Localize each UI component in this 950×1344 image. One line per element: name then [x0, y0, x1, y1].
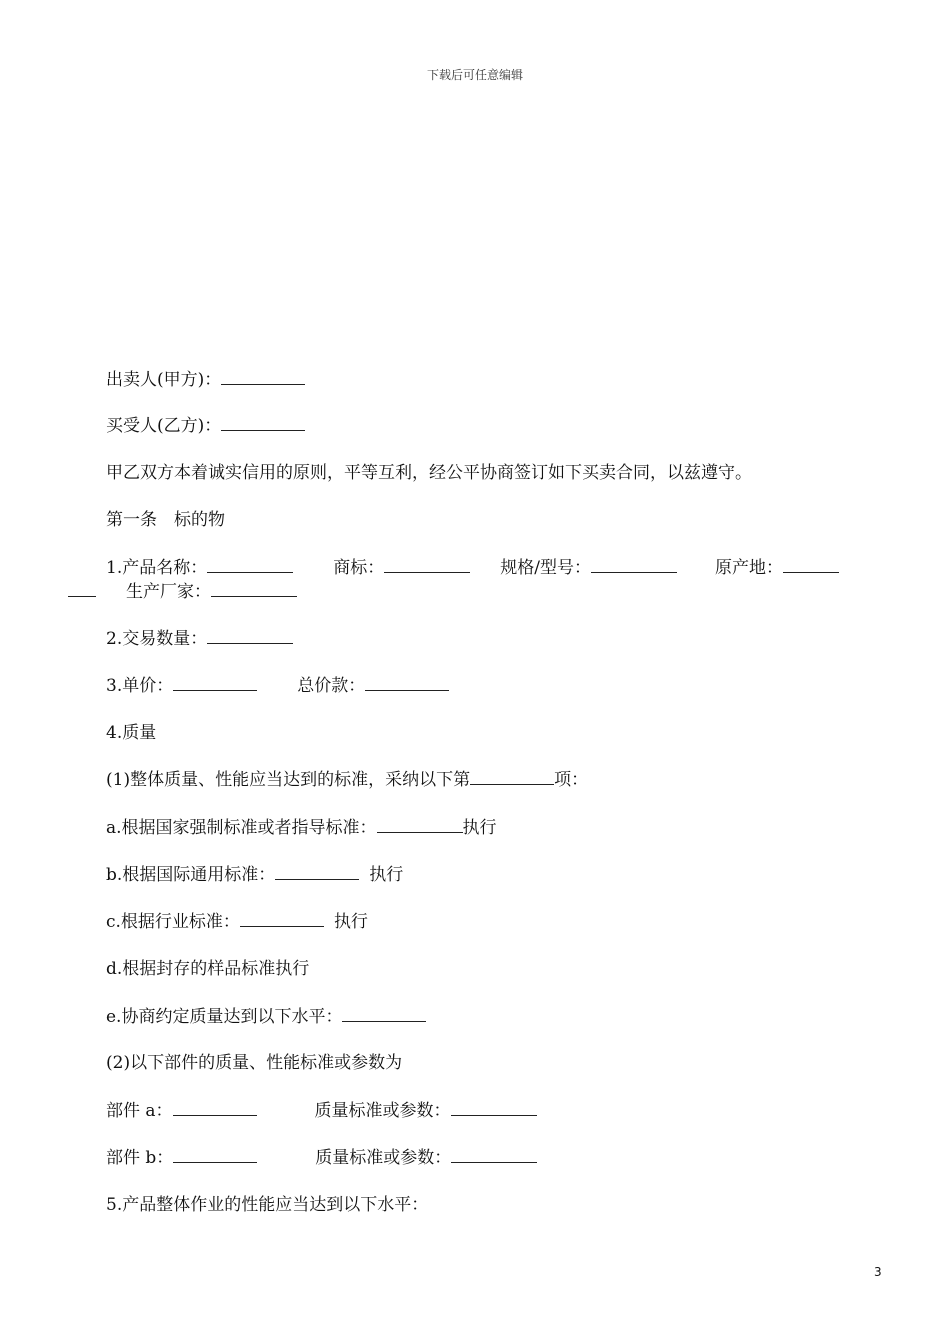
- quality-b-line: [106, 864, 403, 886]
- unit-price-blank[interactable]: [173, 675, 257, 691]
- quality-c-blank[interactable]: [240, 911, 324, 927]
- spec-blank[interactable]: [591, 557, 677, 573]
- origin-blank-continued[interactable]: [68, 581, 96, 597]
- quality-a-suffix: 执行: [462, 818, 497, 838]
- quality-e-text: e.协商约定质量达到以下水平：: [106, 1007, 343, 1027]
- quality-a-blank[interactable]: [377, 817, 463, 833]
- quality-b-suffix: 执行: [369, 865, 404, 885]
- part-a-line: [106, 1100, 537, 1122]
- origin-label: 原产地：: [714, 558, 783, 578]
- quality-d-line: d.根据封存的样品标准执行: [106, 959, 310, 979]
- manufacturer-blank[interactable]: [211, 581, 297, 597]
- seller-blank[interactable]: [221, 369, 305, 385]
- spec-label: 规格/型号：: [500, 558, 591, 578]
- article-1-heading: 第一条 标的物: [106, 510, 225, 530]
- part-a-std-blank[interactable]: [451, 1100, 537, 1116]
- quality-e-line: [106, 1006, 426, 1028]
- quality-1-suffix: 项：: [554, 770, 589, 790]
- buyer-blank[interactable]: [221, 415, 305, 431]
- trademark-label: 商标：: [333, 558, 385, 578]
- item-1-line-2: [68, 581, 297, 603]
- trademark-blank[interactable]: [384, 557, 470, 573]
- quality-c-text: c.根据行业标准：: [106, 912, 240, 932]
- part-b-line: [106, 1147, 537, 1169]
- total-blank[interactable]: [365, 675, 449, 691]
- quantity-label: 2.交易数量：: [106, 629, 208, 649]
- quality-b-text: b.根据国际通用标准：: [106, 865, 276, 885]
- item-2-line: [106, 628, 293, 650]
- quality-a-line: [106, 817, 497, 839]
- manufacturer-label: 生产厂家：: [126, 582, 211, 602]
- quality-1-line: [106, 769, 588, 791]
- item-3-line: [106, 675, 449, 697]
- quality-c-suffix: 执行: [333, 912, 368, 932]
- buyer-label: 买受人(乙方)：: [106, 416, 222, 436]
- part-a-blank[interactable]: [173, 1100, 257, 1116]
- quality-2-line: (2)以下部件的质量、性能标准或参数为: [106, 1053, 403, 1073]
- seller-label: 出卖人(甲方)：: [106, 370, 222, 390]
- total-label: 总价款：: [297, 676, 366, 696]
- part-a-std-label: 质量标准或参数：: [314, 1101, 451, 1121]
- origin-blank[interactable]: [783, 557, 839, 573]
- seller-line: [106, 369, 305, 391]
- quality-e-blank[interactable]: [342, 1006, 426, 1022]
- item-4-heading: 4.质量: [106, 723, 157, 743]
- quality-a-text: a.根据国家强制标准或者指导标准：: [106, 818, 377, 838]
- intro-paragraph: 甲乙双方本着诚实信用的原则，平等互利，经公平协商签订如下买卖合同，以兹遵守。: [106, 463, 752, 483]
- part-a-label: 部件 a：: [106, 1101, 173, 1121]
- part-b-std-label: 质量标准或参数：: [315, 1148, 452, 1168]
- product-name-blank[interactable]: [207, 557, 293, 573]
- part-b-std-blank[interactable]: [451, 1147, 537, 1163]
- quality-b-blank[interactable]: [275, 864, 359, 880]
- page-number: 3: [874, 1265, 882, 1279]
- part-b-label: 部件 b：: [106, 1148, 174, 1168]
- part-b-blank[interactable]: [173, 1147, 257, 1163]
- quantity-blank[interactable]: [207, 628, 293, 644]
- quality-1-text: (1)整体质量、性能应当达到的标准，采纳以下第: [106, 770, 471, 790]
- quality-1-blank[interactable]: [470, 769, 554, 785]
- product-name-label: 1.产品名称：: [106, 558, 208, 578]
- page-header: 下载后可任意编辑: [426, 68, 523, 82]
- buyer-line: [106, 415, 305, 437]
- item-5-line: 5.产品整体作业的性能应当达到以下水平：: [106, 1195, 429, 1215]
- unit-price-label: 3.单价：: [106, 676, 174, 696]
- quality-c-line: [106, 911, 368, 933]
- item-1-line: [106, 557, 839, 579]
